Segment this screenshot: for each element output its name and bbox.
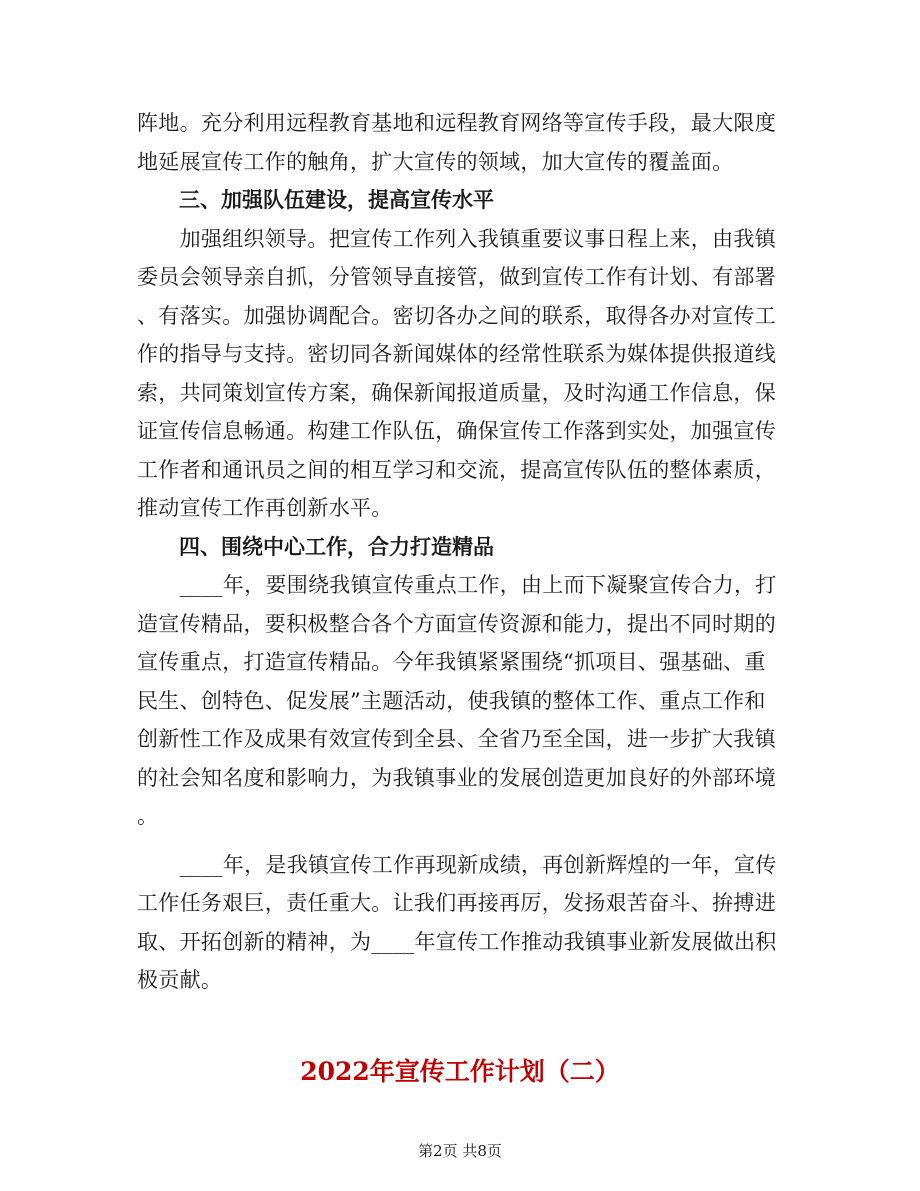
paragraph-3	[137, 566, 777, 836]
text-line: 索，共同策划宣传方案，确保新闻报道质量，及时沟通工作信息，保	[137, 380, 776, 405]
text-line: ____年，要围绕我镇宣传重点工作，由上而下凝聚宣传合力，打	[137, 573, 777, 597]
text-line: 工作者和通讯员之间的相互学习和交流，提高宣传队伍的整体素质，	[137, 457, 776, 482]
text-line: ____年，是我镇宣传工作再现新成绩，再创新辉煌的一年，宣传	[137, 852, 777, 877]
paragraph-spacer	[137, 836, 777, 846]
text-line: 加强组织领导。把宣传工作列入我镇重要议事日程上来，由我镇	[137, 226, 776, 251]
text-line: 极贡献。	[137, 968, 223, 992]
text-line: 、有落实。加强协调配合。密切各办之间的联系，取得各办对宣传工	[137, 303, 776, 328]
paragraph-2	[137, 220, 777, 528]
text-line: 创新性工作及成果有效宣传到全县、全省乃至全国，进一步扩大我镇	[137, 727, 776, 751]
text-line: 证宣传信息畅通。构建工作队伍，确保宣传工作落到实处，加强宣传	[137, 419, 776, 443]
section-heading-4: 四、围绕中心工作，合力打造精品	[179, 533, 494, 559]
text-line: 委员会领导亲自抓，分管领导直接管，做到宣传工作有计划、有部署	[137, 265, 776, 289]
text-line: 造宣传精品，要积极整合各个方面宣传资源和能力，提出不同时期的	[137, 611, 776, 636]
paragraph-4	[137, 846, 777, 1000]
text-line: 阵地。充分利用远程教育基地和远程教育网络等宣传手段，最大限度	[137, 111, 776, 135]
section-heading-3: 三、加强队伍建设，提高宣传水平	[179, 187, 494, 212]
text-line: 宣传重点，打造宣传精品。今年我镇紧紧围绕“抓项目、强基础、重	[137, 650, 766, 674]
text-line: 工作任务艰巨，责任重大。让我们再接再厉，发扬艰苦奋斗、拚搏进	[137, 891, 776, 915]
text-line: 地延展宣传工作的触角，扩大宣传的领域，加大宣传的覆盖面。	[137, 149, 734, 174]
text-line: 作的指导与支持。密切同各新闻媒体的经常性联系为媒体提供报道线	[137, 342, 776, 366]
text-line: 。	[137, 804, 159, 828]
section-title: 2022年宣传工作计划（二）	[300, 1057, 620, 1086]
text-line: 民生、创特色、促发展”主题活动，使我镇的整体工作、重点工作和	[137, 688, 766, 713]
page-footer: 第2页 共8页	[418, 1142, 502, 1160]
paragraph-1	[137, 104, 777, 181]
document-body	[137, 104, 777, 1000]
text-line: 的社会知名度和影响力，为我镇事业的发展创造更加良好的外部环境	[137, 765, 776, 790]
text-line: 推动宣传工作再创新水平。	[137, 496, 393, 520]
text-line: 取、开拓创新的精神，为____年宣传工作推动我镇事业新发展做出积	[137, 929, 777, 954]
